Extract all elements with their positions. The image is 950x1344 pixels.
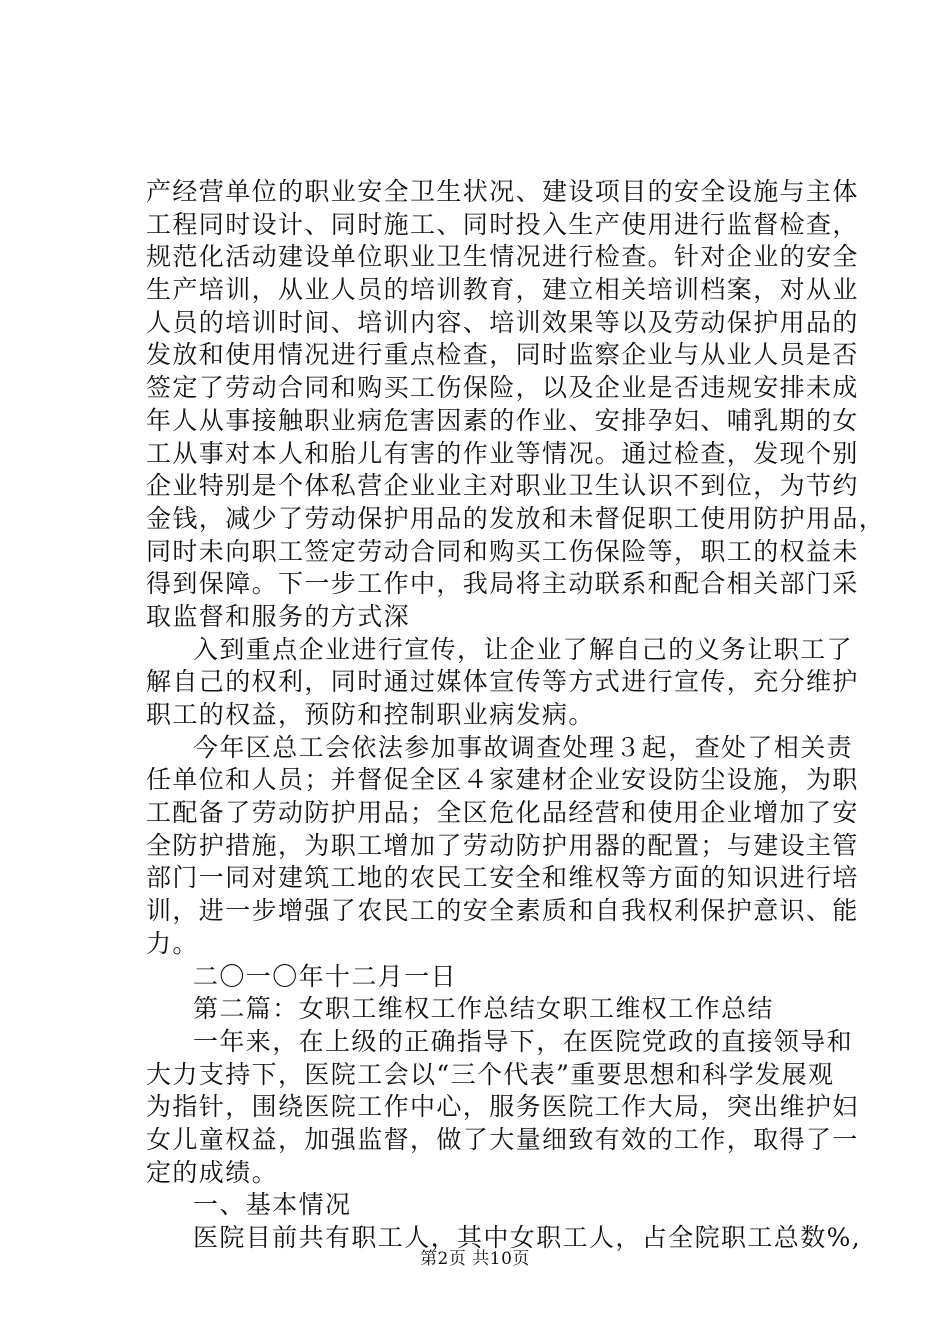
text-line: 解自己的权利，同时通过媒体宣传等方式进行宣传，充分维护 (146, 667, 859, 697)
text-line: 金钱，减少了劳动保护用品的发放和未督促职工使用防护用品， (146, 503, 886, 533)
text-line: 一、基本情况 (193, 1190, 352, 1220)
text-line: 二〇一〇年十二月一日 (193, 961, 458, 991)
text-line: 一年来，在上级的正确指导下，在医院党政的直接领导和 (193, 1026, 854, 1056)
text-line: 取监督和服务的方式深 (146, 601, 411, 631)
text-line: 第二篇：女职工维权工作总结女职工维权工作总结 (193, 994, 774, 1024)
paragraph (146, 961, 846, 994)
text-line: 职工的权益，预防和控制职业病发病。 (146, 700, 595, 729)
text-line: 发放和使用情况进行重点检查，同时监察企业与从业人员是否 (146, 340, 859, 370)
text-line: 年人从事接触职业病危害因素的作业、安排孕妇、哺乳期的女 (146, 405, 859, 435)
text-line: 大力支持下，医院工会以“三个代表”重要思想和科学发展观 (146, 1059, 835, 1089)
page-footer (0, 1244, 950, 1269)
text-line: 力。 (146, 928, 199, 958)
text-line: 产经营单位的职业安全卫生状况、建设项目的安全设施与主体 (146, 177, 859, 206)
text-line: 医院目前共有职工人，其中女职工人，占全院职工总数%, (193, 1223, 862, 1252)
text-line: 人员的培训时间、培训内容、培训效果等以及劳动保护用品的 (146, 307, 859, 337)
text-line: 定的成绩。 (146, 1157, 279, 1187)
paragraph (146, 732, 859, 961)
text-line: 为指针，围绕医院工作中心，服务医院工作大局，突出维护妇 (146, 1092, 859, 1122)
text-line: 企业特别是个体私营企业业主对职业卫生认识不到位，为节约 (146, 471, 859, 501)
text-line: 签定了劳动合同和购买工伤保险，以及企业是否违规安排未成 (146, 373, 859, 403)
text-line: 同时未向职工签定劳动合同和购买工伤保险等，职工的权益未 (146, 536, 859, 566)
text-line: 得到保障。下一步工作中，我局将主动联系和配合相关部门采 (146, 569, 859, 599)
text-line: 全防护措施，为职工增加了劳动防护用器的配置；与建设主管 (146, 830, 859, 860)
text-line: 工程同时设计、同时施工、同时投入生产使用进行监督检查， (146, 209, 859, 239)
paragraph (146, 1026, 859, 1189)
text-line: 部门一同对建筑工地的农民工安全和维权等方面的知识进行培 (146, 863, 859, 893)
paragraph (146, 1189, 846, 1222)
page-number: 第2页 共10页 (420, 1249, 530, 1269)
text-line: 任单位和人员；并督促全区４家建材企业安设防尘设施，为职 (146, 765, 859, 795)
text-line: 工从事对本人和胎儿有害的作业等情况。通过检查，发现个别 (146, 438, 859, 468)
text-line: 规范化活动建设单位职业卫生情况进行检查。针对企业的安全 (146, 242, 859, 272)
text-line: 生产培训，从业人员的培训教育，建立相关培训档案，对从业 (146, 275, 859, 305)
text-line: 工配备了劳动防护用品；全区危化品经营和使用企业增加了安 (146, 798, 859, 828)
text-line: 训，进一步增强了农民工的安全素质和自我权利保护意识、能 (146, 896, 859, 926)
paragraph (146, 634, 859, 732)
document-body (146, 176, 886, 1255)
paragraph (146, 176, 886, 634)
text-line: 入到重点企业进行宣传，让企业了解自己的义务让职工了 (193, 634, 854, 664)
text-line: 今年区总工会依法参加事故调查处理３起，查处了相关责 (193, 732, 854, 762)
text-line: 女儿童权益，加强监督，做了大量细致有效的工作，取得了一 (146, 1124, 859, 1154)
paragraph (146, 993, 846, 1026)
